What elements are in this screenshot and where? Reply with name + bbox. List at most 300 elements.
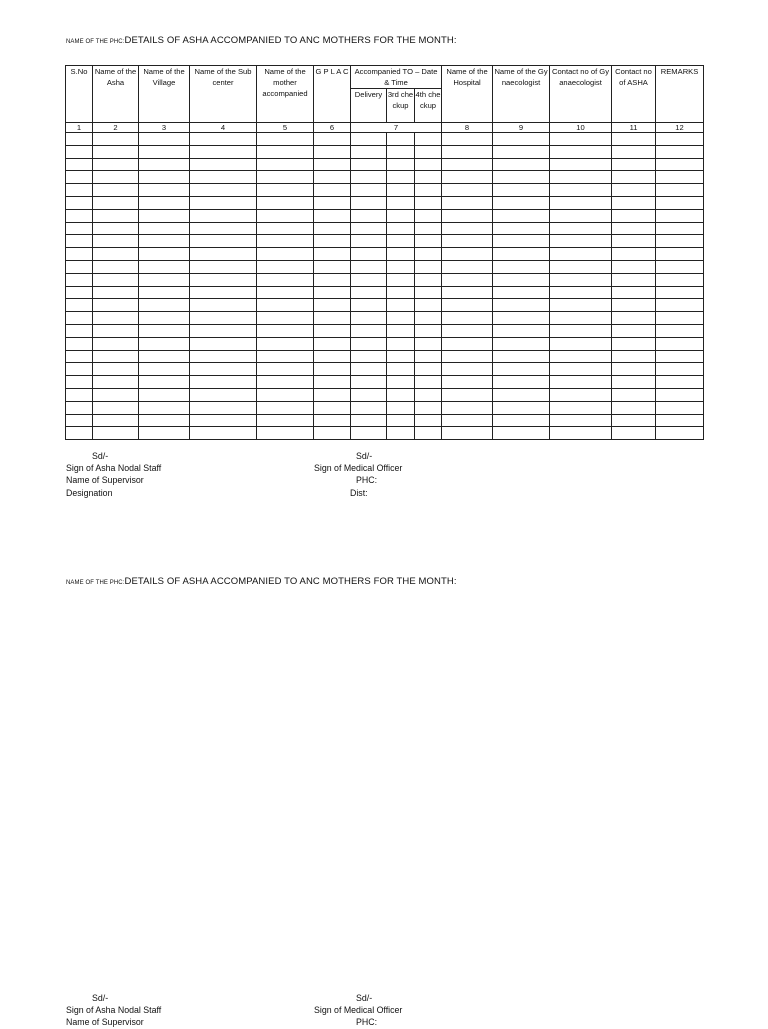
table-cell [351,376,387,389]
table-cell [415,388,442,401]
table-cell [612,299,656,312]
table-cell [66,286,93,299]
signature-block-right-2 [314,992,402,1029]
table-cell [351,414,387,427]
header-hospital: Name of the Hospital [442,66,493,123]
table-cell [493,401,550,414]
table-cell [257,260,314,273]
table-cell [66,299,93,312]
table-cell [656,401,704,414]
table-cell [139,158,190,171]
table-cell [493,248,550,261]
table-cell [351,222,387,235]
table-cell [139,427,190,440]
table-row [66,286,704,299]
table-row [66,158,704,171]
table-cell [656,350,704,363]
table-cell [351,337,387,350]
table-cell [351,286,387,299]
col-num-8: 8 [442,123,493,133]
table-cell [442,363,493,376]
table-cell [550,427,612,440]
table-cell [493,171,550,184]
table-cell [387,401,415,414]
table-cell [139,222,190,235]
table-row [66,184,704,197]
table-cell [656,158,704,171]
table-cell [351,260,387,273]
table-cell [656,363,704,376]
table-cell [550,376,612,389]
form-heading: DETAILS OF ASHA ACCOMPANIED TO ANC MOTHERS FOR THE MONTH: [124,35,457,46]
table-cell [493,312,550,325]
table-row [66,222,704,235]
column-number-row [66,123,704,133]
table-cell [314,363,351,376]
table-cell [139,145,190,158]
table-cell [314,427,351,440]
table-cell [190,363,257,376]
table-row [66,209,704,222]
table-row [66,260,704,273]
table-cell [415,235,442,248]
table-cell [415,158,442,171]
table-cell [190,248,257,261]
table-cell [612,401,656,414]
table-cell [314,312,351,325]
table-cell [190,388,257,401]
table-cell [139,414,190,427]
table-cell [190,209,257,222]
table-cell [387,171,415,184]
table-cell [415,133,442,146]
table-cell [66,427,93,440]
table-cell [66,324,93,337]
table-cell [314,376,351,389]
table-cell [387,312,415,325]
table-cell [351,171,387,184]
table-cell [257,196,314,209]
table-cell [415,209,442,222]
table-cell [612,273,656,286]
table-cell [550,133,612,146]
table-cell [387,248,415,261]
table-cell [93,235,139,248]
table-cell [66,248,93,261]
table-cell [442,376,493,389]
table-cell [656,248,704,261]
table-row [66,337,704,350]
table-cell [493,363,550,376]
table-cell [139,350,190,363]
table-cell [314,388,351,401]
table-cell [139,273,190,286]
sd-right: Sd/- [356,451,373,461]
header-third-checkup: 3rd checkup [387,89,415,123]
table-cell [314,248,351,261]
table-cell [442,171,493,184]
table-cell [656,388,704,401]
table-cell [493,235,550,248]
table-cell [612,209,656,222]
table-cell [351,427,387,440]
table-row [66,145,704,158]
table-cell [314,171,351,184]
table-cell [93,133,139,146]
table-cell [93,248,139,261]
table-cell [190,133,257,146]
table-cell [93,337,139,350]
table-cell [612,312,656,325]
table-cell [442,158,493,171]
table-cell [656,312,704,325]
table-cell [257,273,314,286]
table-cell [415,324,442,337]
table-cell [139,337,190,350]
table-cell [550,299,612,312]
table-cell [656,171,704,184]
table-cell [387,414,415,427]
table-cell [314,273,351,286]
table-cell [93,312,139,325]
table-cell [314,260,351,273]
table-cell [66,414,93,427]
table-cell [257,222,314,235]
table-cell [139,133,190,146]
table-cell [351,299,387,312]
table-cell [93,363,139,376]
table-row [66,388,704,401]
table-cell [66,312,93,325]
table-cell [442,299,493,312]
table-cell [66,222,93,235]
table-cell [415,299,442,312]
table-cell [66,133,93,146]
table-cell [387,145,415,158]
table-cell [351,133,387,146]
table-cell [415,286,442,299]
table-cell [442,248,493,261]
col-num-6: 6 [314,123,351,133]
table-cell [351,388,387,401]
table-cell [415,222,442,235]
table-cell [139,260,190,273]
table-cell [66,388,93,401]
table-cell [257,299,314,312]
col-num-4: 4 [190,123,257,133]
table-cell [257,363,314,376]
table-cell [314,222,351,235]
table-cell [442,196,493,209]
table-cell [656,414,704,427]
table-cell [415,184,442,197]
table-cell [351,312,387,325]
table-cell [612,171,656,184]
table-cell [493,299,550,312]
table-cell [314,133,351,146]
table-cell [139,376,190,389]
table-cell [415,260,442,273]
table-cell [612,248,656,261]
table-cell [190,324,257,337]
table-cell [387,184,415,197]
table-cell [612,363,656,376]
form-heading-2: DETAILS OF ASHA ACCOMPANIED TO ANC MOTHERS FOR THE MONTH: [124,576,457,587]
table-cell [656,209,704,222]
table-cell [442,286,493,299]
table-cell [550,158,612,171]
table-cell [550,145,612,158]
table-cell [387,133,415,146]
table-cell [351,235,387,248]
table-cell [257,248,314,261]
table-cell [387,235,415,248]
header-gplac: G P L A C [314,66,351,123]
table-cell [612,184,656,197]
table-row [66,350,704,363]
table-cell [550,196,612,209]
name-of-supervisor: Name of Supervisor [66,475,144,486]
table-cell [66,171,93,184]
sd-left-2: Sd/- [92,993,109,1003]
header-gyn-name: Name of the Gynaecologist [493,66,550,123]
table-cell [190,312,257,325]
table-cell [314,414,351,427]
table-cell [190,145,257,158]
table-cell [190,299,257,312]
header-accompanied: Accompanied TO – Date & Time [351,66,442,89]
table-cell [139,184,190,197]
table-cell [139,248,190,261]
table-cell [656,196,704,209]
table-cell [387,427,415,440]
header-asha-name: Name of the Asha [93,66,139,123]
table-row [66,427,704,440]
table-cell [387,273,415,286]
table-cell [257,376,314,389]
table-cell [415,145,442,158]
table-cell [139,235,190,248]
table-cell [257,184,314,197]
table-cell [314,158,351,171]
table-cell [190,158,257,171]
table-cell [351,273,387,286]
table-cell [493,376,550,389]
table-row [66,401,704,414]
table-cell [93,388,139,401]
table-cell [612,414,656,427]
header-delivery: Delivery [351,89,387,123]
table-cell [612,145,656,158]
sd-right-2: Sd/- [356,993,373,1003]
table-cell [415,401,442,414]
table-cell [493,388,550,401]
phc-line: PHC: [356,475,378,486]
table-cell [612,427,656,440]
table-cell [314,209,351,222]
table-cell [257,171,314,184]
table-cell [550,273,612,286]
table-cell [257,401,314,414]
table-cell [415,196,442,209]
table-cell [493,273,550,286]
header-fourth-checkup: 4th checkup [415,89,442,123]
table-cell [493,209,550,222]
table-cell [493,196,550,209]
table-cell [550,222,612,235]
table-cell [257,312,314,325]
table-cell [351,184,387,197]
table-cell [66,145,93,158]
col-num-1: 1 [66,123,93,133]
table-cell [314,337,351,350]
table-row [66,376,704,389]
table-cell [387,324,415,337]
table-cell [656,235,704,248]
table-cell [656,260,704,273]
table-row [66,133,704,146]
table-cell [351,363,387,376]
table-cell [415,248,442,261]
table-cell [351,158,387,171]
table-cell [66,158,93,171]
table-cell [442,324,493,337]
table-cell [314,235,351,248]
table-cell [442,145,493,158]
header-remarks: REMARKS [656,66,704,123]
table-cell [442,235,493,248]
table-cell [139,196,190,209]
table-cell [493,158,550,171]
table-cell [387,286,415,299]
table-cell [550,286,612,299]
table-cell [442,337,493,350]
table-cell [257,324,314,337]
table-cell [314,184,351,197]
table-cell [66,273,93,286]
table-cell [190,196,257,209]
table-cell [314,401,351,414]
sd-left: Sd/- [92,451,109,461]
col-num-10: 10 [550,123,612,133]
table-cell [612,286,656,299]
table-row [66,312,704,325]
table-cell [314,286,351,299]
table-cell [493,350,550,363]
table-row [66,273,704,286]
table-row [66,171,704,184]
table-cell [190,414,257,427]
table-cell [257,145,314,158]
table-cell [257,337,314,350]
table-cell [93,427,139,440]
col-num-12: 12 [656,123,704,133]
table-cell [139,299,190,312]
table-cell [314,350,351,363]
table-cell [257,350,314,363]
phc-label-2: NAME OF THE PHC: [66,580,125,586]
table-cell [550,209,612,222]
table-cell [387,350,415,363]
table-cell [415,376,442,389]
table-cell [550,184,612,197]
table-cell [351,145,387,158]
table-cell [550,414,612,427]
table-cell [493,184,550,197]
table-cell [493,324,550,337]
table-cell [550,312,612,325]
table-cell [612,388,656,401]
sign-medical-officer: Sign of Medical Officer [314,463,403,474]
table-cell [66,337,93,350]
table-cell [66,260,93,273]
table-cell [387,363,415,376]
table-cell [415,350,442,363]
table-row [66,235,704,248]
phc-line-2: PHC: [356,1017,378,1028]
table-cell [139,324,190,337]
table-cell [442,401,493,414]
table-cell [190,184,257,197]
table-cell [656,337,704,350]
table-cell [93,299,139,312]
name-of-supervisor-2: Name of Supervisor [66,1017,144,1028]
table-cell [139,388,190,401]
table-cell [93,222,139,235]
table-cell [415,273,442,286]
table-cell [550,171,612,184]
table-cell [550,248,612,261]
table-cell [387,196,415,209]
table-cell [351,248,387,261]
table-cell [387,388,415,401]
header-subcenter: Name of the Sub center [190,66,257,123]
table-row [66,196,704,209]
table-cell [387,209,415,222]
header-village: Name of the Village [139,66,190,123]
table-cell [550,350,612,363]
table-cell [93,145,139,158]
table-cell [612,133,656,146]
table-cell [656,184,704,197]
table-row [66,414,704,427]
table-cell [190,286,257,299]
table-cell [93,171,139,184]
table-cell [139,363,190,376]
table-cell [387,337,415,350]
table-cell [442,350,493,363]
table-cell [656,273,704,286]
table-cell [656,286,704,299]
table-cell [656,222,704,235]
table-cell [257,414,314,427]
table-cell [493,145,550,158]
header-asha-contact: Contact no of ASHA [612,66,656,123]
table-cell [139,171,190,184]
table-cell [442,133,493,146]
table-cell [387,158,415,171]
table-cell [656,324,704,337]
table-cell [612,158,656,171]
table-cell [550,363,612,376]
dist-line: Dist: [350,487,368,498]
table-cell [139,286,190,299]
table-cell [66,184,93,197]
col-num-5: 5 [257,123,314,133]
table-cell [493,414,550,427]
signature-block-left-2 [66,992,161,1029]
table-cell [190,273,257,286]
